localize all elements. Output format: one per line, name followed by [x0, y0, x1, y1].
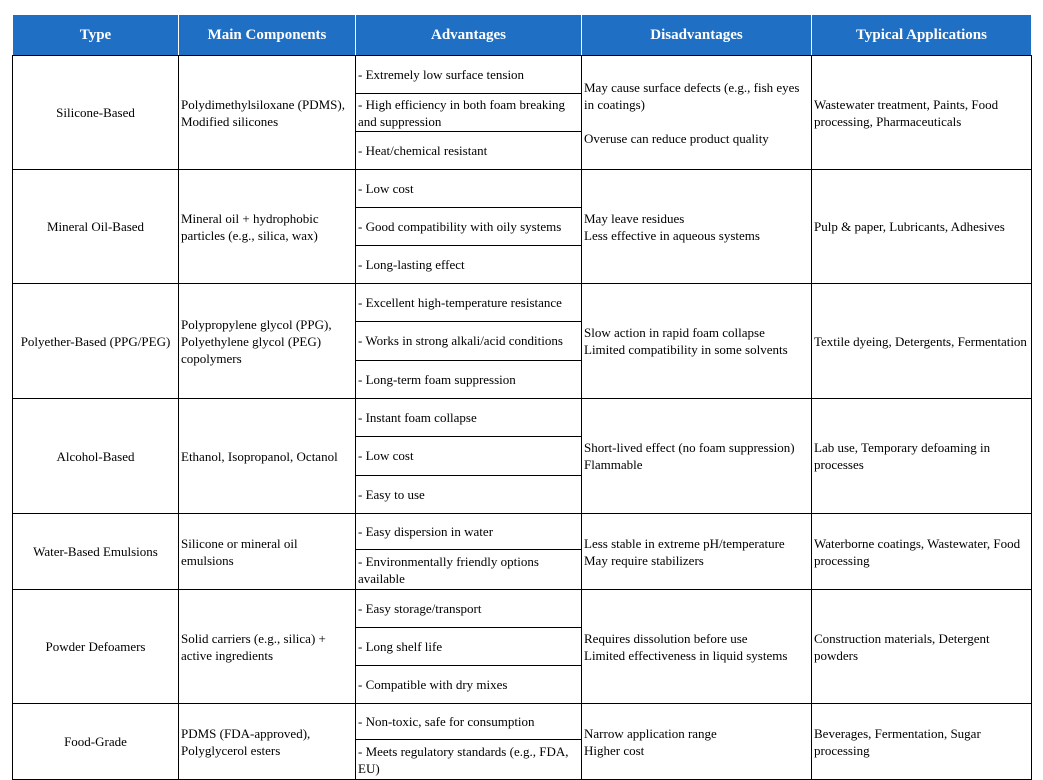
advantage-item: - Low cost	[356, 170, 581, 208]
advantages-cell	[356, 284, 582, 399]
disadvantages-cell	[582, 514, 812, 590]
type-cell: Water-Based Emulsions	[13, 514, 179, 590]
disadvantage-item: Higher cost	[584, 742, 645, 758]
type-cell: Polyether-Based (PPG/PEG)	[13, 284, 179, 399]
defoamer-comparison-table	[12, 14, 1032, 780]
table-row	[13, 399, 1032, 514]
advantages-cell	[356, 514, 582, 590]
table-row	[13, 514, 1032, 590]
advantages-cell	[356, 170, 582, 284]
applications-cell: Beverages, Fermentation, Sugar processing	[812, 704, 1032, 780]
disadvantages-cell	[582, 56, 812, 170]
disadvantages-cell	[582, 399, 812, 514]
advantage-item: - Meets regulatory standards (e.g., FDA, EU)	[358, 743, 569, 776]
advantage-item: - Easy storage/transport	[356, 590, 581, 628]
advantages-cell	[356, 56, 582, 170]
components-cell: Silicone or mineral oil emulsions	[179, 514, 356, 590]
disadvantages-cell	[582, 284, 812, 399]
advantage-item: - Long-term foam suppression	[358, 371, 516, 387]
disadvantage-item: Flammable	[584, 457, 643, 472]
components-cell: PDMS (FDA-approved), Polyglycerol esters	[179, 704, 356, 780]
disadvantages-cell	[582, 704, 812, 780]
disadvantage-item: May leave residues	[584, 210, 685, 226]
disadvantage-item: Limited effectiveness in liquid systems	[584, 647, 788, 663]
applications-cell: Waterborne coatings, Wastewater, Food processing	[812, 514, 1032, 590]
advantage-item: - Heat/chemical resistant	[358, 143, 488, 158]
disadvantage-item: Less stable in extreme pH/temperature	[584, 535, 785, 551]
disadvantage-item: Slow action in rapid foam collapse	[584, 325, 765, 340]
type-cell: Mineral Oil-Based	[13, 170, 179, 284]
disadvantage-item: Requires dissolution before use	[584, 630, 748, 646]
applications-cell: Lab use, Temporary defoaming in processes	[812, 399, 1032, 514]
advantage-item: - Low cost	[356, 437, 581, 475]
header-row	[13, 15, 1032, 56]
type-cell: Food-Grade	[13, 704, 179, 780]
disadvantage-item: Less effective in aqueous systems	[584, 227, 760, 243]
type-cell: Powder Defoamers	[13, 590, 179, 704]
applications-cell: Wastewater treatment, Paints, Food processing, Pharmaceuticals	[812, 56, 1032, 170]
advantage-item: - High efficiency in both foam breaking and suppression	[356, 94, 581, 132]
components-cell: Ethanol, Isopropanol, Octanol	[179, 399, 356, 514]
advantage-item: - Good compatibility with oily systems	[356, 208, 581, 246]
advantages-cell	[356, 590, 582, 704]
type-cell: Silicone-Based	[13, 56, 179, 170]
header-typical-applications: Typical Applications	[812, 15, 1032, 56]
disadvantages-cell	[582, 590, 812, 704]
advantages-cell	[356, 399, 582, 514]
table-row	[13, 56, 1032, 170]
header-main-components: Main Components	[179, 15, 356, 56]
advantages-cell	[356, 704, 582, 780]
table-row	[13, 590, 1032, 704]
disadvantage-item: Short-lived effect (no foam suppression)	[584, 440, 795, 455]
table-row	[13, 704, 1032, 780]
disadvantage-item: May cause surface defects (e.g., fish eyes in coatings)	[584, 79, 800, 112]
header-advantages: Advantages	[356, 15, 582, 56]
header-type: Type	[13, 15, 179, 56]
advantage-item: - Excellent high-temperature resistance	[356, 284, 581, 322]
advantage-item: - Long shelf life	[356, 628, 581, 666]
advantage-item: - Works in strong alkali/acid conditions	[356, 322, 581, 360]
advantage-item: - Non-toxic, safe for consumption	[356, 704, 581, 740]
table-row	[13, 284, 1032, 399]
disadvantage-item: Overuse can reduce product quality	[584, 130, 769, 146]
components-cell: Solid carriers (e.g., silica) + active ingredients	[179, 590, 356, 704]
disadvantage-item: Limited compatibility in some solvents	[584, 342, 788, 357]
applications-cell: Construction materials, Detergent powders	[812, 590, 1032, 704]
table-row	[13, 170, 1032, 284]
components-cell: Polypropylene glycol (PPG), Polyethylene glycol (PEG) copolymers	[179, 284, 356, 399]
disadvantage-item: Narrow application range	[584, 725, 717, 741]
disadvantages-cell	[582, 170, 812, 284]
advantage-item: - Easy dispersion in water	[356, 514, 581, 550]
advantage-item: - Instant foam collapse	[356, 399, 581, 437]
advantage-item: - Easy to use	[358, 486, 425, 502]
advantage-item: - Long-lasting effect	[358, 257, 465, 272]
advantage-item: - Compatible with dry mixes	[358, 677, 508, 692]
components-cell: Mineral oil + hydrophobic particles (e.g., silica, wax)	[179, 170, 356, 284]
header-disadvantages: Disadvantages	[582, 15, 812, 56]
advantage-item: - Extremely low surface tension	[356, 56, 581, 94]
applications-cell: Textile dyeing, Detergents, Fermentation	[812, 284, 1032, 399]
components-cell: Polydimethylsiloxane (PDMS), Modified silicones	[179, 56, 356, 170]
disadvantage-item: May require stabilizers	[584, 552, 704, 568]
type-cell: Alcohol-Based	[13, 399, 179, 514]
applications-cell: Pulp & paper, Lubricants, Adhesives	[812, 170, 1032, 284]
advantage-item: - Environmentally friendly options available	[358, 553, 539, 586]
